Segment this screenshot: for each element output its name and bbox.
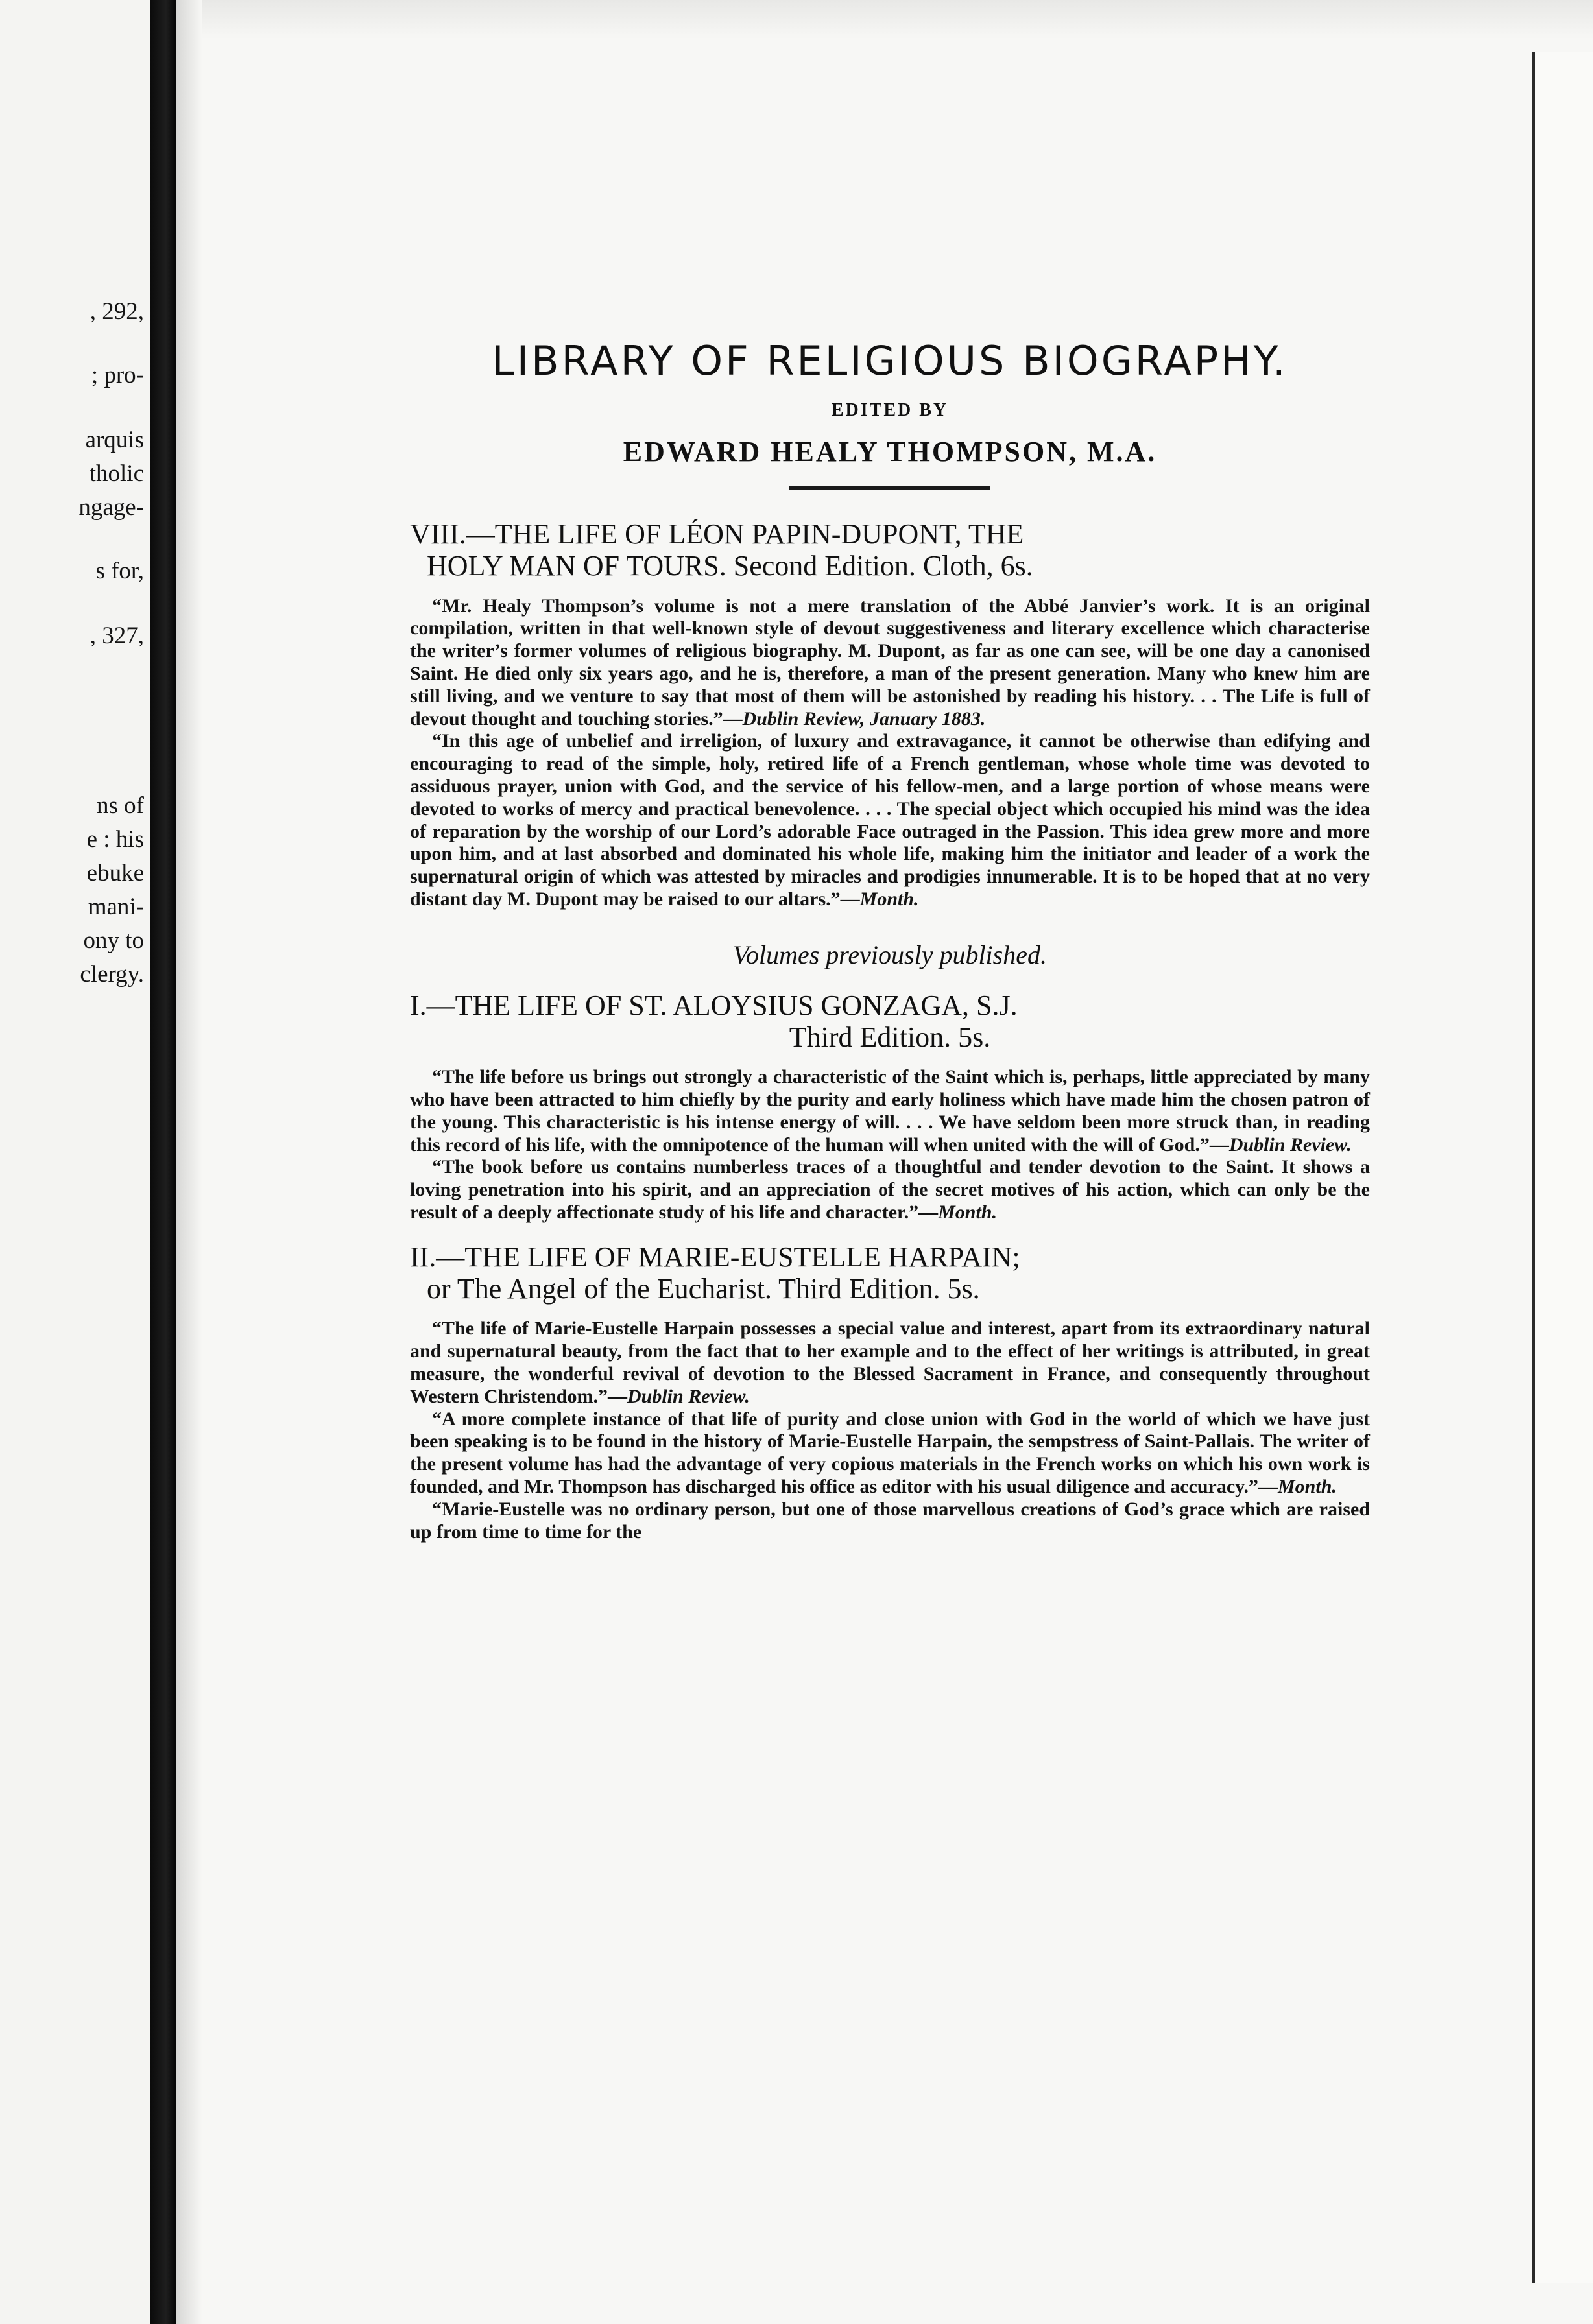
entry-heading-line: Third Edition. 5s.: [789, 1021, 991, 1053]
review-quote: [410, 1408, 1370, 1499]
entry-heading-line: HOLY MAN OF TOURS. Second Edition. Cloth, 6s.: [427, 550, 1033, 582]
quote-text: “The life before us brings out strongly a characteristic of the Saint which is, perhaps, little appreciated by many who have been attracted to him chiefly by the purity and early holiness which have made him the chosen patron of the young. This characteristic is his intense energy of will. . . . We have seldom been more struck than, in reading this record of his life, with the omnipotence of the human will when united with the will of God.”—: [410, 1066, 1370, 1156]
left-fragment: e : his: [86, 826, 144, 853]
review-quote: [410, 1318, 1370, 1408]
left-fragment: , 327,: [90, 622, 144, 649]
quote-text: “In this age of unbelief and irreligion, of luxury and extravagance, it cannot be otherwise than edifying and encouraging to read of the simple, holy, retired life of a French gentleman, whose whole time was devoted to assiduous prayer, union with God, and the service of his fellow-men, and a large portion of whose means were devoted to works of mercy and practical benevolence. . . . The special object which occupied his mind was the idea of reparation by the worship of our Lord’s adorable Face outraged in the Passion. This idea grew more and more upon him, and at last absorbed and dominated his whole life, making him the initiator and leader of a work the supernatural origin of which was attested by miracles and prodigies innumerable. It is to be hoped that at no very distant day M. Dupont may be raised to our altars.”—: [410, 730, 1370, 910]
quote-text: “A more complete instance of that life of purity and close union with God in the world of which we have just been speaking is to be found in the history of Marie-Eustelle Harpain, the sempstress of Saint-Pallais. The writer of the present volume has had the advantage of very copious materials in the French works on which his own work is founded, and Mr. Thompson has discharged his office as editor with his usual diligence and accuracy.”—: [410, 1408, 1370, 1497]
left-fragment: s for,: [95, 558, 144, 584]
section-subtitle: Volumes previously published.: [732, 940, 1047, 969]
quote-text: “Mr. Healy Thompson’s volume is not a mere translation of the Abbé Janvier’s work. It is an original compilation, written in that well-known style of devout suggestiveness and literary excellence which characterise the writer’s former volumes of religious biography. M. Dupont, as far as one can see, will be one day a canonised Saint. He died only six years ago, and he is, therefore, a man of the present generation. Many who knew him are still living, and we venture to say that most of them will be astonished by reading his history. . . The Life is full of devout thought and touching stories.”—: [410, 595, 1370, 729]
review-quote: [410, 1156, 1370, 1224]
quote-source: Dublin Review.: [1228, 1133, 1352, 1156]
divider-rule: [789, 486, 990, 490]
quote-text: “The life of Marie-Eustelle Harpain possesses a special value and interest, apart from its extraordinary natural and supernatural beauty, from the fact that to her example and to the effect of her writings is attributed, in great measure, the wonderful revival of devotion to the Blessed Sacrament in France, and consequently throughout Western Christendom.”—: [410, 1318, 1370, 1407]
entry-heading-i: [410, 990, 1370, 1054]
edited-by-label: EDITED BY: [831, 400, 949, 420]
review-quote: [410, 1066, 1370, 1156]
page-gutter-shadow: [176, 0, 202, 2324]
binding-edge: [150, 0, 176, 2324]
left-fragment: arquis: [85, 427, 144, 453]
main-page: [176, 0, 1593, 2324]
quote-source: Dublin Review.: [627, 1385, 750, 1407]
review-quote: [410, 730, 1370, 910]
entry-heading-line: II.—THE LIFE OF MARIE-EUSTELLE HARPAIN;: [410, 1240, 1020, 1273]
review-quote: [410, 1499, 1370, 1544]
left-facing-page: [0, 0, 150, 2324]
left-fragment: ebuke: [86, 860, 144, 886]
quote-source: Month.: [938, 1202, 997, 1223]
review-quote: [410, 595, 1370, 731]
page-top-shade: [176, 0, 1593, 39]
entry-heading-line: I.—THE LIFE OF ST. ALOYSIUS GONZAGA, S.J.: [410, 989, 1018, 1021]
left-fragment: clergy.: [80, 961, 144, 988]
entry-heading-viii: [410, 518, 1370, 582]
quote-source: Month.: [859, 888, 919, 910]
advertisement-content: [410, 337, 1370, 1543]
left-fragment: tholic: [89, 460, 144, 487]
right-page-edge: [1532, 52, 1593, 2282]
quote-source: Month.: [1278, 1475, 1337, 1497]
left-fragment: mani-: [88, 894, 144, 920]
entry-heading-line: VIII.—THE LIFE OF LÉON PAPIN-DUPONT, THE: [410, 518, 1024, 550]
entry-heading-ii: [410, 1241, 1370, 1305]
left-fragment: ony to: [83, 927, 144, 954]
editor-name: EDWARD HEALY THOMPSON, M.A.: [623, 436, 1157, 468]
quote-source: Dublin Review, January 1883.: [742, 707, 986, 729]
spacer: [410, 1224, 1370, 1241]
quote-text: “The book before us contains numberless traces of a thoughtful and tender devotion to the Saint. It shows a loving penetration into his spirit, and an appreciation of the secret motives of his action, which can only be the result of a deeply affectionate study of his life and character.”—: [410, 1156, 1370, 1223]
left-fragment: ngage-: [78, 494, 144, 521]
page-title: LIBRARY OF RELIGIOUS BIOGRAPHY.: [492, 337, 1288, 385]
quote-text: “Marie-Eustelle was no ordinary person, but one of those marvellous creations of God’s grace which are raised up from time to time for the: [410, 1498, 1370, 1543]
entry-heading-line: or The Angel of the Eucharist. Third Edition. 5s.: [427, 1273, 980, 1305]
left-fragment: , 292,: [90, 298, 144, 325]
left-fragment: ; pro-: [91, 362, 144, 388]
left-fragment: ns of: [97, 792, 144, 819]
